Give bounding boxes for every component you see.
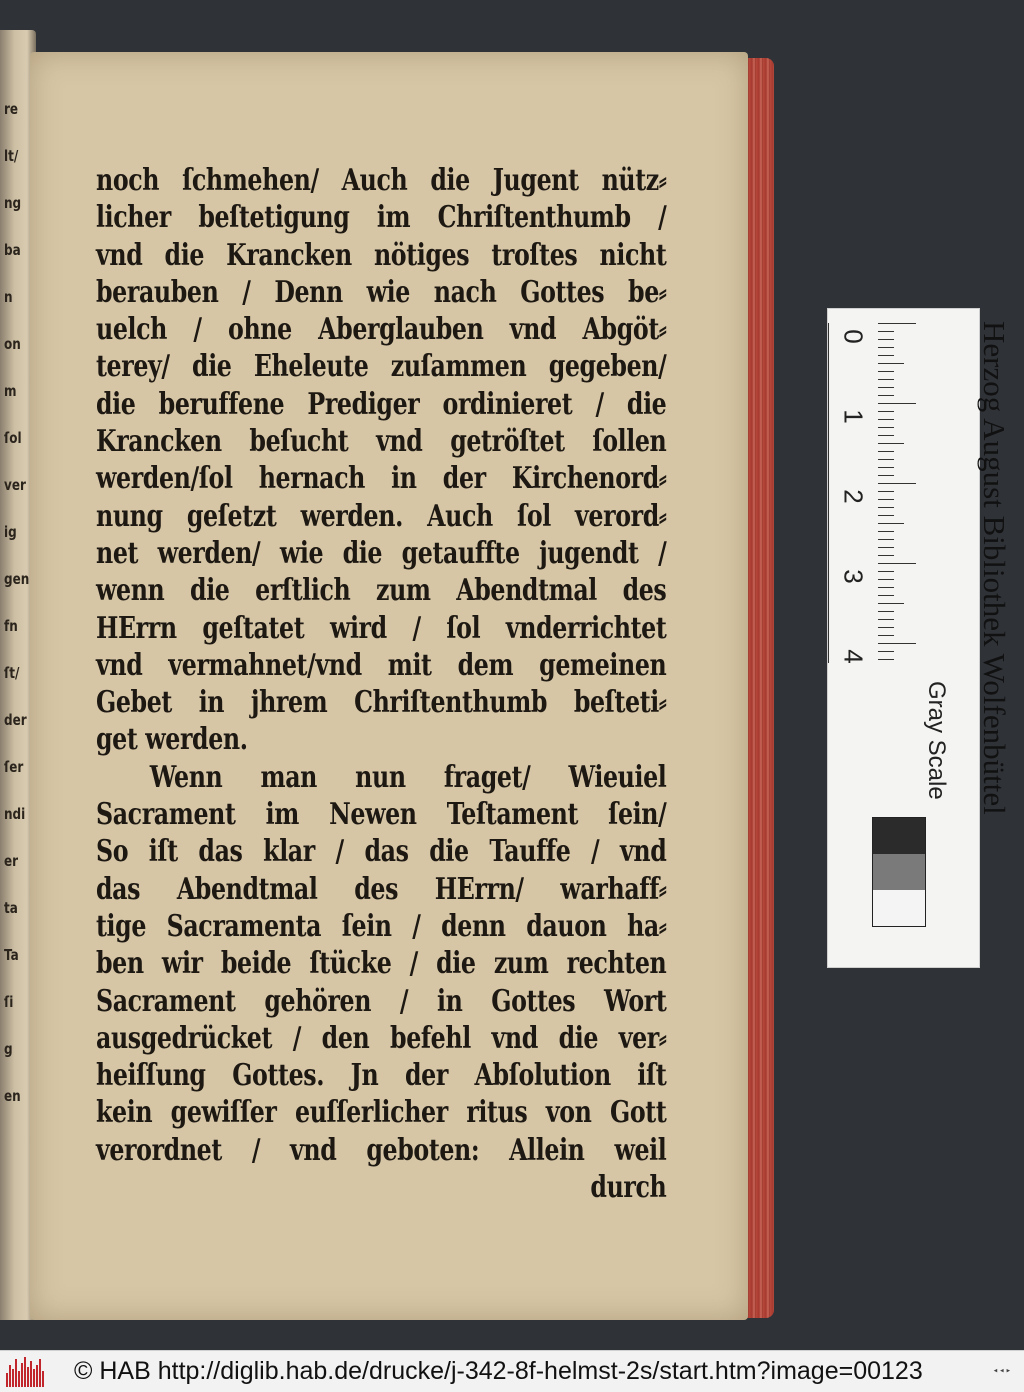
text-line: durch <box>590 1170 667 1206</box>
text-line: net werden/ wie die getauffte jugendt / <box>96 535 667 571</box>
ruler-tick <box>878 403 916 404</box>
logo-bar <box>21 1363 23 1387</box>
ruler-tick <box>878 523 904 524</box>
text-line: get werden. <box>96 722 248 758</box>
ruler-tick <box>878 491 894 492</box>
logo-bar <box>27 1367 29 1387</box>
ruler-tick <box>878 643 916 644</box>
logo-bar <box>12 1369 14 1387</box>
ruler-numbers <box>836 309 876 967</box>
ruler-tick <box>878 499 894 500</box>
ruler-tick <box>878 435 894 436</box>
ruler-tick <box>878 515 894 516</box>
footer-bar <box>0 1350 1024 1392</box>
ruler-tick <box>878 611 894 612</box>
text-line: Krancken beſucht vnd getröſtet ſollen <box>96 424 667 460</box>
text-line: ben wir beide ſtücke / die zum rechten <box>96 946 667 982</box>
left-page-fragment: ng <box>4 194 22 212</box>
left-page-fragment: ver <box>4 476 26 494</box>
text-line: berauben / Denn wie nach Gottes be⸗ <box>96 274 667 310</box>
ruler-tick <box>878 531 894 532</box>
ruler-tick <box>878 355 894 356</box>
ruler-tick <box>878 587 894 588</box>
ruler-tick <box>878 571 894 572</box>
text-line: verordnet / vnd geboten: Allein weil <box>96 1132 667 1168</box>
ruler-number: 4 <box>838 649 869 664</box>
ruler-tick <box>878 483 916 484</box>
left-page-fragment: er <box>4 852 19 870</box>
left-page-fragment: der <box>4 711 27 729</box>
ruler-tick <box>878 339 894 340</box>
ruler-tick <box>878 651 894 652</box>
book-page <box>30 52 748 1320</box>
logo-bar <box>9 1365 11 1387</box>
left-page-fragment: ta <box>4 899 18 917</box>
logo-bar <box>30 1361 32 1387</box>
left-page-fragment: m <box>4 382 17 400</box>
ruler-ticks <box>878 323 918 663</box>
ruler-tick <box>878 427 894 428</box>
ruler-tick <box>878 395 894 396</box>
text-line: Sacrament im Newen Teſtament ſein/ <box>96 797 667 833</box>
gray-scale-text: Gray Scale <box>923 681 950 800</box>
left-page-fragment: ig <box>4 523 17 541</box>
ruler-tick <box>878 443 904 444</box>
gray-scale-label <box>888 681 950 831</box>
left-page-fragment: ſer <box>4 758 24 776</box>
gray-swatch <box>873 854 925 890</box>
ruler-tick <box>878 547 894 548</box>
text-line: nung geſetzt werden. Auch ſol verord⸗ <box>96 498 667 534</box>
ruler-title <box>936 321 1012 961</box>
logo-bar <box>24 1357 26 1387</box>
ruler-tick <box>878 659 894 660</box>
text-line: Wenn man nun fraget/ Wieuiel <box>149 759 667 795</box>
left-page-fragment: lt/ <box>4 147 19 165</box>
hab-logo-icon <box>6 1357 52 1387</box>
text-line: Sacrament gehören / in Gottes Wort <box>96 983 667 1019</box>
left-page-fragment: Ta <box>4 946 19 964</box>
ruler-tick <box>878 459 894 460</box>
left-page-fragment: ndi <box>4 805 26 823</box>
left-page-fragment: g <box>4 1040 13 1058</box>
left-page-fragment: re <box>4 100 19 118</box>
ruler-title-text: Herzog August Bibliothek Wolfenbüttel <box>977 321 1012 815</box>
text-line: uelch / ohne Aberglauben vnd Abgöt⸗ <box>96 312 667 348</box>
gray-swatch <box>873 890 925 926</box>
text-line: die beruffene Prediger ordinieret / die <box>96 386 667 422</box>
left-page-fragment: n <box>4 288 13 306</box>
logo-bar <box>15 1359 17 1387</box>
ruler-tick <box>878 507 894 508</box>
logo-bar <box>39 1359 41 1387</box>
ruler-number: 0 <box>838 329 869 344</box>
text-line: ausgedrücket / den befehl vnd die ver⸗ <box>96 1020 667 1056</box>
text-line: terey/ die Eheleute zuſammen gegeben/ <box>96 349 667 385</box>
text-line: das Abendtmal des HErrn/ warhaff⸗ <box>96 871 667 907</box>
text-line: So iſt das klar / das die Tauffe / vnd <box>96 834 667 870</box>
ruler-tick <box>878 579 894 580</box>
left-page-fragment: en <box>4 1087 21 1105</box>
ruler-tick <box>878 619 894 620</box>
gray-swatch <box>873 818 925 854</box>
page-text <box>96 162 666 1206</box>
ruler-axis-line <box>828 323 829 663</box>
ruler-tick <box>878 419 894 420</box>
left-page-fragment: gen <box>4 570 30 588</box>
logo-bar <box>42 1371 44 1387</box>
left-page-fragment: fn <box>4 617 18 635</box>
ruler-tick <box>878 595 894 596</box>
ruler-tick <box>878 347 894 348</box>
color-scale-ruler <box>827 308 1012 968</box>
footer-nav-icons[interactable]: ◂◂▸ <box>992 1366 1012 1376</box>
ruler-tick <box>878 475 894 476</box>
left-page-fragment: ſol <box>4 429 22 447</box>
ruler-number: 2 <box>838 489 869 504</box>
text-line: Gebet in jhrem Chriſtenthumb beſteti⸗ <box>96 685 667 721</box>
ruler-tick <box>878 331 894 332</box>
ruler-tick <box>878 467 894 468</box>
logo-bar <box>33 1369 35 1387</box>
text-line: vnd die Krancken nötiges troſtes nicht <box>96 237 667 273</box>
ruler-number: 1 <box>838 409 869 424</box>
ruler-tick <box>878 387 894 388</box>
text-line: heiſſung Gottes. Jn der Abſolution iſt <box>96 1058 667 1094</box>
ruler-tick <box>878 379 894 380</box>
ruler-tick <box>878 603 904 604</box>
left-page-fragment: on <box>4 335 21 353</box>
logo-bar <box>36 1365 38 1387</box>
ruler-tick <box>878 627 894 628</box>
ruler-tick <box>878 363 904 364</box>
text-line: kein gewiſſer euſſerlicher ritus von Gott <box>96 1095 667 1131</box>
logo-bar <box>6 1373 8 1387</box>
ruler-number: 3 <box>838 569 869 584</box>
ruler-tick <box>878 451 894 452</box>
ruler-tick <box>878 371 894 372</box>
text-line: wenn die erſtlich zum Abendtmal des <box>96 573 667 609</box>
ruler-tick <box>878 411 894 412</box>
ruler-tick <box>878 563 916 564</box>
text-line: licher beſtetigung im Chriſtenthumb / <box>96 200 667 236</box>
ruler-tick <box>878 555 894 556</box>
text-line: vnd vermahnet/vnd mit dem gemeinen <box>96 647 667 683</box>
gray-swatches <box>872 817 926 927</box>
logo-bar <box>18 1371 20 1387</box>
text-line: noch ſchmehen/ Auch die Jugent nütz⸗ <box>96 163 667 198</box>
copyright-url[interactable]: © HAB http://diglib.hab.de/drucke/j-342-8f-helmst-2s/start.htm?image=00123 <box>74 1357 923 1385</box>
text-line: werden/ſol hernach in der Kirchenord⸗ <box>96 461 667 497</box>
text-line: tige Sacramenta ſein / denn dauon ha⸗ <box>96 908 667 944</box>
left-page-fragment: ba <box>4 241 21 259</box>
text-line: HErrn geſtatet wird / ſol vnderrichtet <box>96 610 667 646</box>
ruler-tick <box>878 539 894 540</box>
left-page-fragment: ſi <box>4 993 14 1011</box>
ruler-tick <box>878 635 894 636</box>
ruler-tick <box>878 323 916 324</box>
left-page-fragment: ſt/ <box>4 664 20 682</box>
